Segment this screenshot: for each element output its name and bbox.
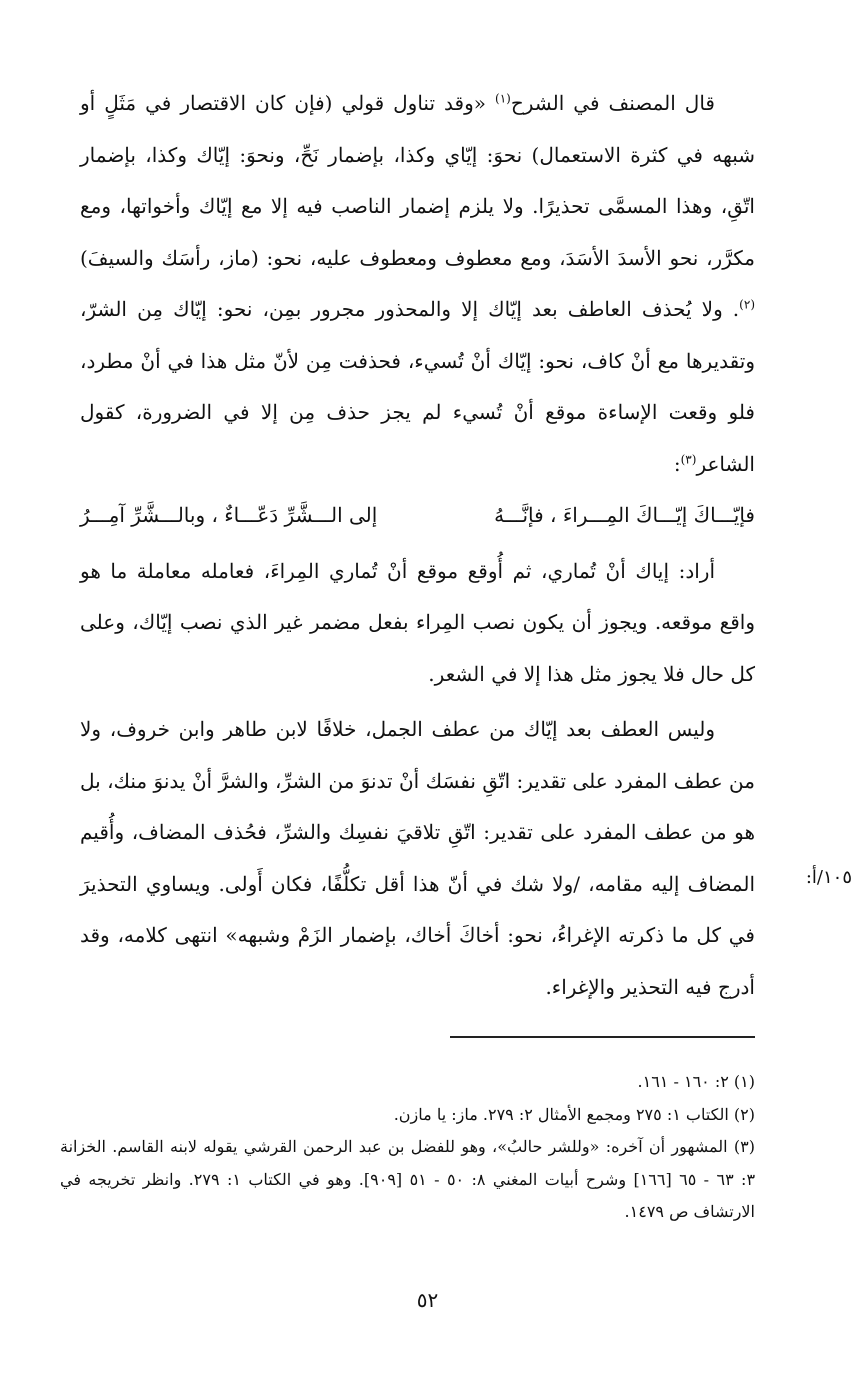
footnote-ref-3[interactable]: (٣) — [680, 451, 697, 466]
paragraph-1 — [80, 78, 755, 490]
footnote-2: (٢) الكتاب ١: ٢٧٥ ومجمع الأمثال ٢: ٢٧٩. ماز: يا مازن. — [393, 1104, 755, 1124]
paragraph-1-part-a: قال المصنف في الشرح — [510, 91, 715, 115]
main-text — [80, 78, 755, 1013]
paragraph-1-part-d: : — [673, 451, 681, 476]
footnote-3: (٣) المشهور أن آخره: «وللشر حالبُ»، وهو للفضل بن عبد الرحمن القرشي يقوله لابنه القاسم. الخزانة ٣: ٦٣ - ٦٥ [١٦٦] وشرح أبيات المغني ٨: ٥٠ - ٥١ [٩٠٩]. وهو في الكتاب ١: ٢٧٩. وانظر تخريجه في الارتشاف ص ١٤٧٩. — [60, 1137, 756, 1221]
paragraph-1-part-c: . ولا يُحذف العاطف بعد إيّاك إلا والمحذور مجرور بمِن، نحو: إيّاك مِن الشرّ، وتقديرها مع أنْ كاف، نحو: إيّاك أنْ تُسيء، فحذفت مِن لأنّ مثل هذا في أنْ مطرد، فلو وقعت الإساءة موقع أنْ تُسيء لم يجز حذف مِن إلا في الضرورة، كقول الشاعر — [80, 297, 755, 476]
paragraph-2: أراد: إياك أنْ تُماري، ثم أُوقع موقع أنْ تُماري المِراءَ، فعامله معاملة ما هو واقع موقعه. ويجوز أن يكون نصب المِراء بفعل مضمر غير الذي نصب إيّاك، وعلى كل حال فلا يجوز مثل هذا إلا في الشعر. — [80, 558, 755, 686]
margin-folio-note: ١٠٥/أ: — [805, 867, 852, 888]
page-number: ٥٢ — [416, 1288, 439, 1312]
footnote-1: (١) ٢: ١٦٠ - ١٦١. — [637, 1072, 755, 1091]
paragraph-1-part-b: «وقد تناول قولي (فإن كان الاقتصار في مَثَلٍ أو شبهه في كثرة الاستعمال) نحوَ: إيّاي وكذا، بإضمار نَحِّ، ونحوَ: إيّاك وكذا، بإضمار اتّقِ، وهذا المسمَّى تحذيرًا. ولا يلزم إضمار الناصب فيه إلا مع إيّاك وأخواتها، ومع مكرَّر، نحو الأسدَ الأسَدَ، ومع معطوف ومعطوف عليه، نحو: (ماز، رأسَك والسيفَ) — [80, 91, 755, 270]
footnote-divider — [450, 1036, 755, 1038]
footnote-ref-1[interactable]: (١) — [495, 91, 511, 106]
verse-second-hemistich: إلى الـــشَّرِّ دَعّـــاءٌ ، وبالـــشَّرِّ آمِـــرُ — [80, 503, 378, 527]
paragraph-3: وليس العطف بعد إيّاك من عطف الجمل، خلافًا لابن طاهر وابن خروف، ولا من عطف المفرد على تقدير: اتّقِ نفسَك أنْ تدنوَ من الشرِّ، والشرَّ أنْ يدنوَ منك، بل هو من عطف المفرد على تقدير: اتّقِ تلاقيَ نفسِك والشرِّ، فحُذف المضاف، وأُقيم المضاف إليه مقامه، /ولا شك في أنّ هذا أقل تكلُّفًا، فكان أَولى. ويساوي التحذيرَ في كل ما ذكرته الإغراءُ، نحو: أخاكَ أخاك، بإضمار الزَمْ وشبهه» انتهى كلامه، وقد أدرج فيه التحذير والإغراء. — [80, 717, 755, 999]
poetry-verse — [80, 490, 755, 542]
footnote-ref-2[interactable]: (٢) — [739, 297, 755, 312]
verse-first-hemistich: فإيّـــاكَ إيّـــاكَ المِـــراءَ ، فإنَّـــهُ — [494, 503, 755, 527]
footnotes — [60, 1066, 755, 1229]
